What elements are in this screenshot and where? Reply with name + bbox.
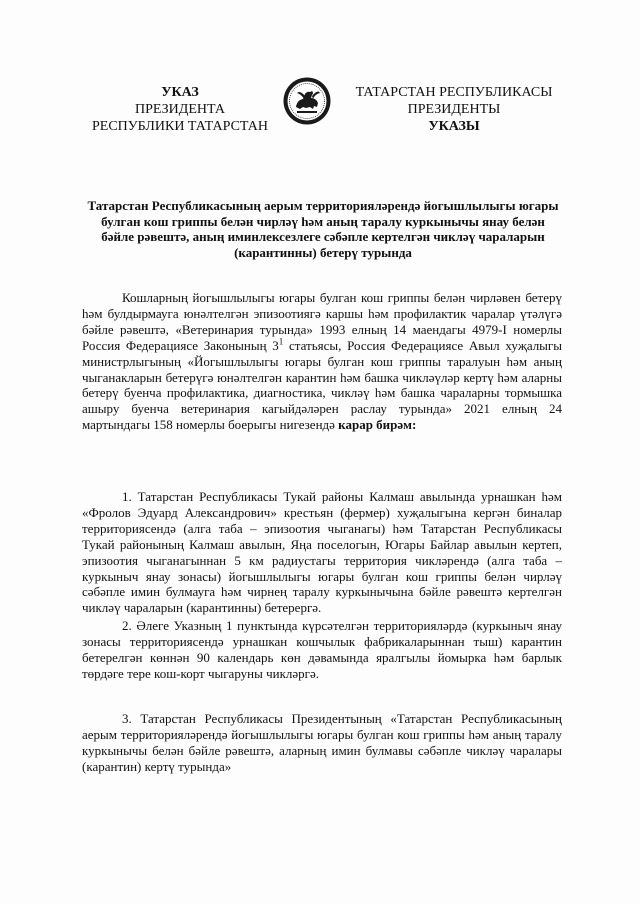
item-2-text: 2. Әлеге Указның 1 пунктында күрсәтелгән территорияләрдә (куркыныч янау зонасы территориясендә урнашкан кошчылык фабрикаларыннан тыш) карантин бетерелгән көннән 90 календарь көн дәвамында яралгылы йомырка һәм барлык төрдәге тере кош-корт чыгаруны чикләргә. (82, 618, 562, 681)
paragraph-item-2 (82, 618, 562, 682)
paragraph-item-1 (82, 489, 562, 616)
decree-header (0, 84, 640, 154)
header-russian (80, 84, 280, 135)
preamble-text-rest: статьясы, Россия Федерациясе Авыл хуҗалыгы министрлыгының «Йогышлылыгы югары булган кош гриппы таралуын һәм аның чыганакларын бетерүгә юнәлтелгән карантин һәм башка чикләүләр кертү һәм аларны бетерү буенча профилактика, диагностика, чикләү һәм башка чараларны тормышка ашыру буенча ветеринария кагыйдәләрен раслау турында» 2021 елның 24 мартындагы 158 номерлы боерыгы нигезендә (82, 337, 562, 433)
header-right-line-3: УКАЗЫ (428, 119, 480, 134)
header-left-line-1: УКАЗ (161, 85, 199, 100)
item-3-text: 3. Татарстан Республикасы Президентының «Татарстан Республикасының аерым территорияләрендә йогышлылыгы югары булган кош гриппы һәм аның таралу куркынычы белән бәйле рәвештә, аларның имин булмавы сәбәпле чикләү чаралары (карантин) кертү турында» (82, 711, 562, 774)
tatarstan-coat-of-arms-icon (282, 76, 332, 126)
preamble-superscript: 1 (278, 336, 284, 347)
preamble-text: Кошларның йогышлылыгы югары булган кош гриппы белән чирләвен бетерү һәм булдырмауга юнәлтелгән эпизоотиягә каршы һәм профилактик чаралар үтәлүгә бәйле рәвештә, «Ветеринария турында» 1993 елның 14 маендагы 4979-I номерлы Россия Федерациясе Законының 3 (82, 290, 562, 353)
header-right-line-2: ПРЕЗИДЕНТЫ (407, 102, 501, 117)
item-1-text: 1. Татарстан Республикасы Тукай районы Калмаш авылында урнашкан һәм «Фролов Эдуард Александрович» крестьян (фермер) хуҗалыгына кергән биналар территориясендә (алга таба – эпизоотия чыганагы) һәм Татарстан Республикасы Тукай районының Калмаш авылын, Яңа поселогын, Югары Байлар авылын кертеп, эпизоотия чыганагыннан 5 км радиустагы территория чикләрендә (алга таба – куркыныч янау зонасы) йогышлылыгы югары булган кош гриппы белән чирләү сәбәпле имин булмауга һәм чирнең таралу куркынычына бәйле рәвештә кертелгән чикләү чараларын (карантинны) бетерергә. (82, 489, 562, 616)
header-right-line-1: ТАТАРСТАН РЕСПУБЛИКАСЫ (355, 85, 553, 100)
header-left-line-3: РЕСПУБЛИКИ ТАТАРСТАН (91, 119, 268, 134)
header-tatar (346, 84, 562, 135)
paragraph-item-3 (82, 711, 562, 775)
paragraph-preamble (82, 290, 562, 433)
decree-title: Татарстан Республикасының аерым территорияләрендә йогышлылыгы югары булган кош гриппы белән чирләү һәм аның таралу куркынычы янау белән бәйле рәвештә, аның иминлексезлеге сәбәпле кертелгән чикләү чараларын (карантинны) бетерү турында (87, 198, 559, 260)
preamble-keyword: карар бирәм: (338, 417, 417, 433)
header-left-line-2: ПРЕЗИДЕНТА (135, 102, 225, 117)
